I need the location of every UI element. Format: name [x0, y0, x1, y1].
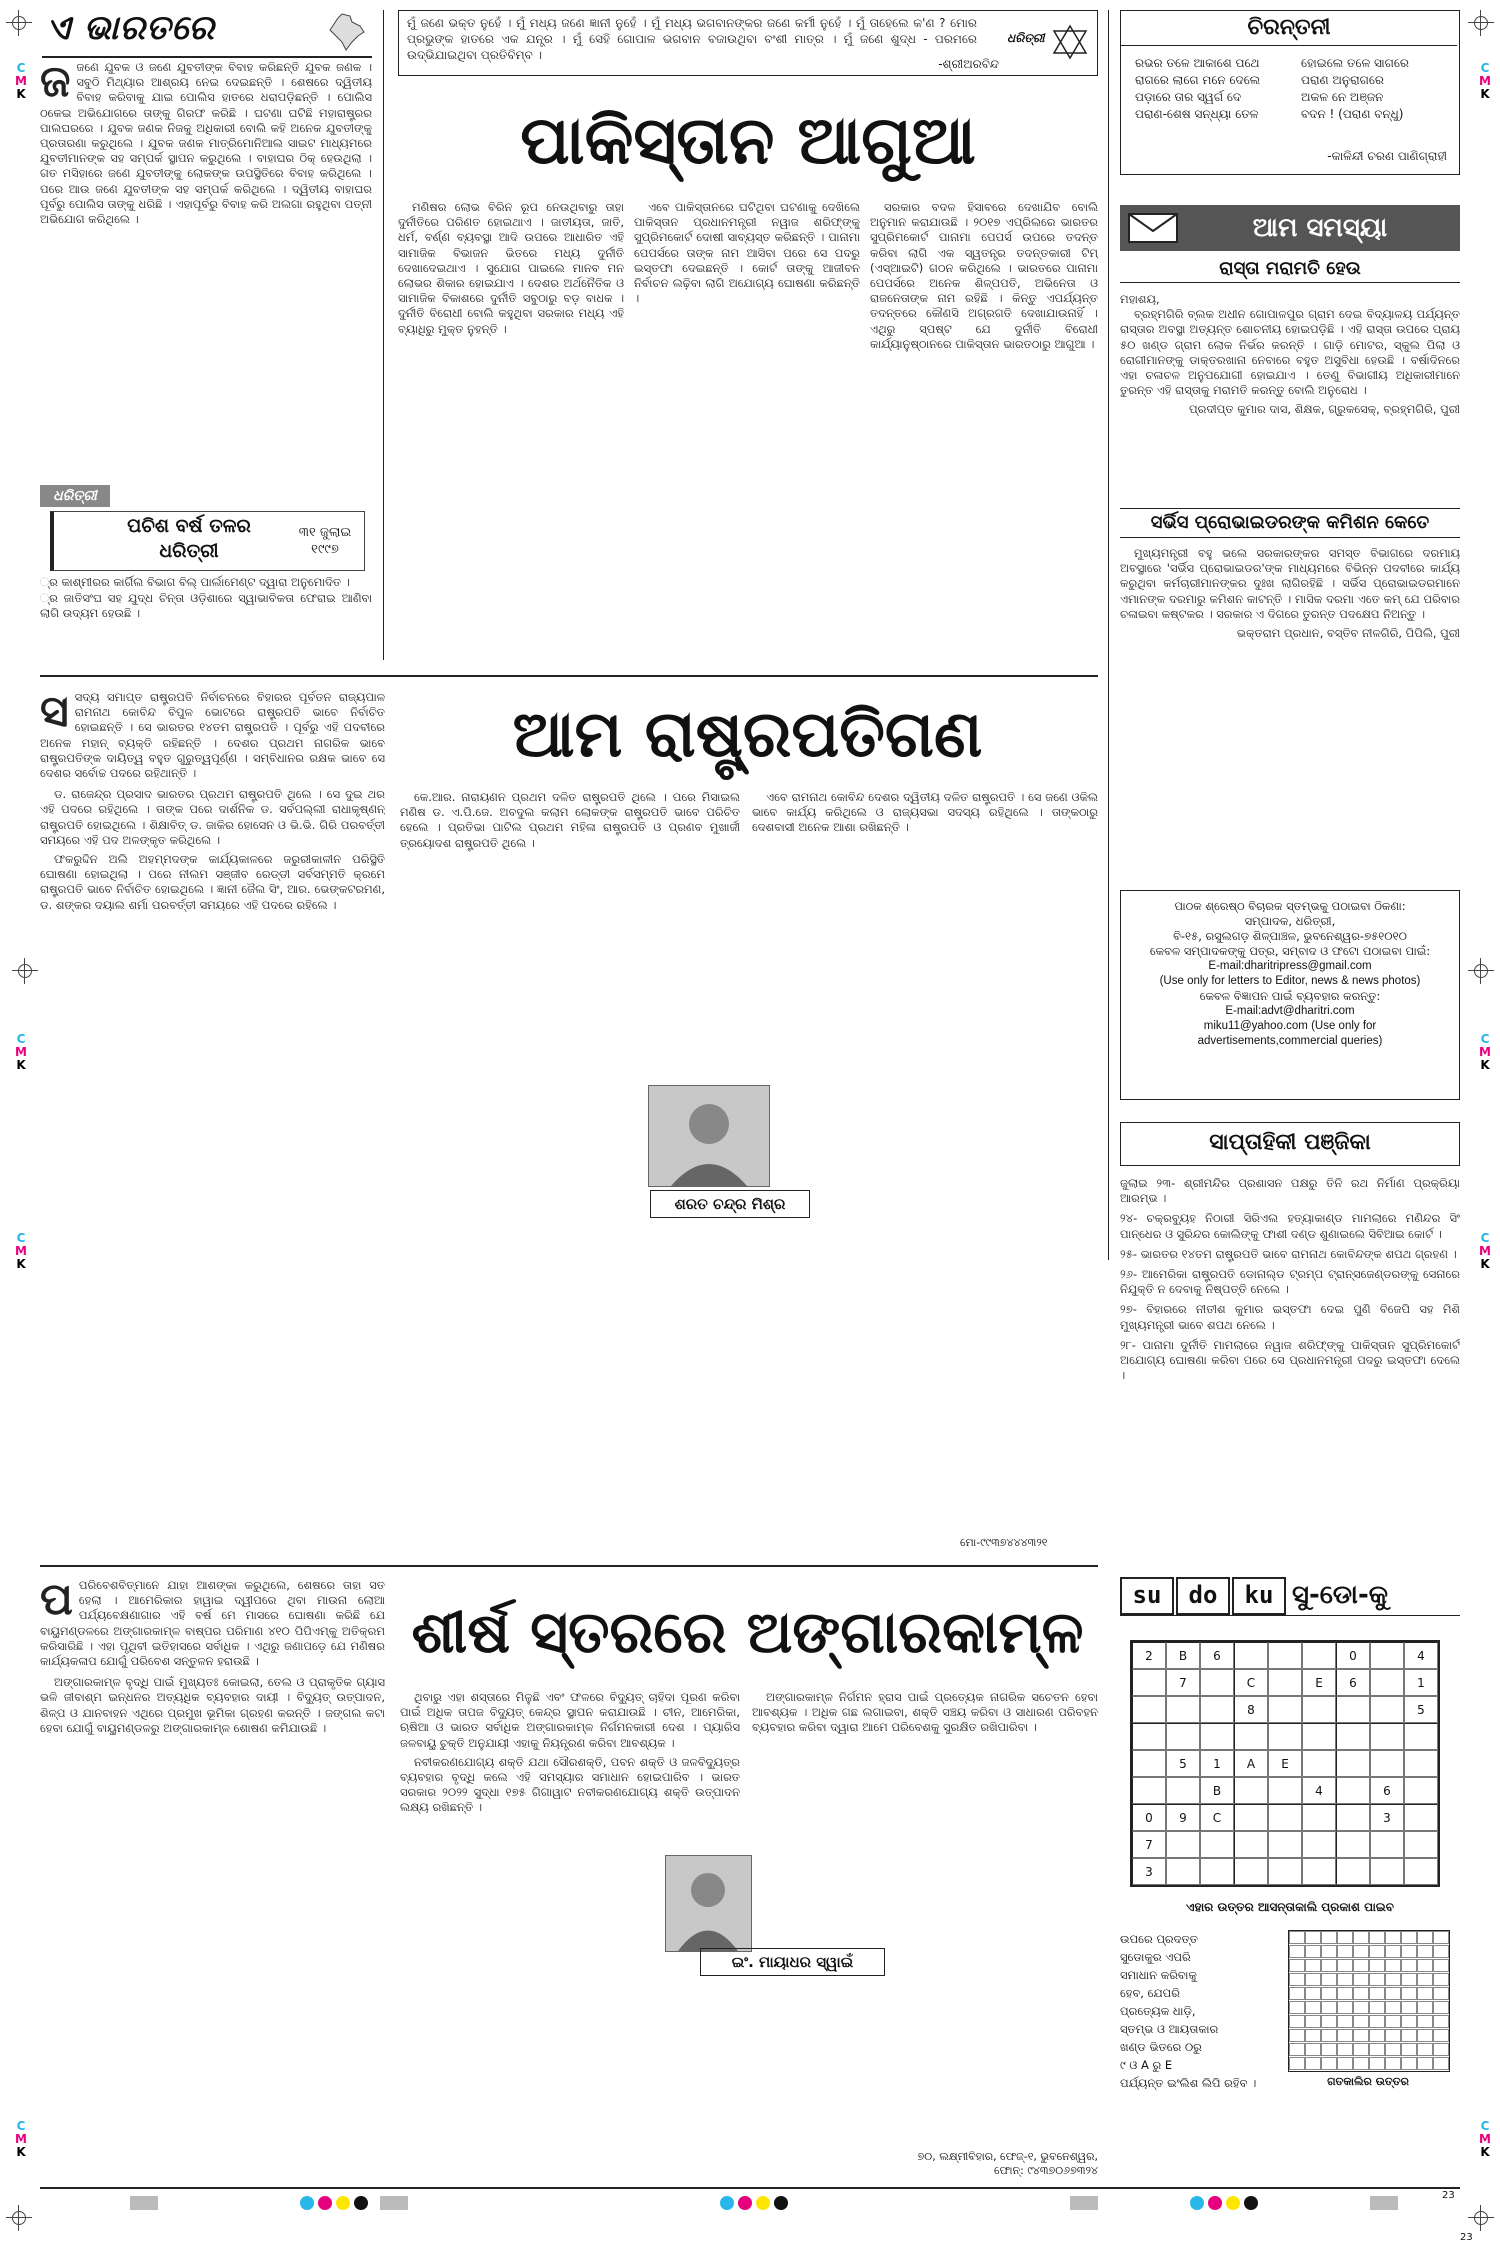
- sudoku-solution-cell: [1289, 1959, 1305, 1972]
- sudoku-solution-cell: [1417, 1973, 1433, 1986]
- registration-mark: [1468, 958, 1494, 984]
- sudoku-cell: [1132, 1669, 1166, 1696]
- sudoku-solution-cell: [1321, 1945, 1337, 1958]
- sudoku-solution-cell: [1369, 1931, 1385, 1944]
- editorial-column: ସରକାର ବଦଳ ହିସାବରେ ଦେଖାଯିବ ବୋଲି ଅନୁମାନ କରାଯାଉଛି । ୨୦୧୭ ଏପ୍ରିଲରେ ଭାରତର ସୁପ୍ରିମକୋର୍ଟ ପାନାମା ପେପର୍ସ ଉପରେ ତଦନ୍ତ କରିବା ଲାଗି ଏକ ସ୍ୱତନ୍ତ୍ର ତଦନ୍ତକାରୀ ଟିମ୍ (ଏସ୍‌ଆଇଟି) ଗଠନ କରିଥିଲେ । ଭାରତରେ ପାନାମା ପେପର୍ସରେ ଅନେକ ଶିଳ୍ପପତି, ଅଭିନେତା ଓ ରାଜନେତାଙ୍କ ନାମ ରହିଛି । କିନ୍ତୁ ଏପର୍ଯ୍ୟନ୍ତ ତଦନ୍ତରେ କୌଣସି ଅଗ୍ରଗତି ଦେଖାଯାଉନାହିଁ । ଏଥିରୁ ସ୍ପଷ୍ଟ ଯେ ଦୁର୍ନୀତି ବିରୋଧୀ କାର୍ଯ୍ୟାନୁଷ୍ଠାନରେ ପାକିସ୍ତାନ ଭାରତଠାରୁ ଆଗୁଆ ।: [870, 200, 1098, 351]
- coal-column: ପପରିବେଶବିତ୍‌ମାନେ ଯାହା ଆଶଙ୍କା କରୁଥିଲେ, ଶେଷରେ ତାହା ସତ ହେଲା । ଆମେରିକାର ହାୱାଇ ଦ୍ୱୀପରେ ଥିବା ମାଉନା ଲୋଆ ପର୍ଯ୍ୟବେକ୍ଷଣାଗାର ଏହି ବର୍ଷ ମେ ମାସରେ ଘୋଷଣା କରିଛି ଯେ ବାୟୁମଣ୍ଡଳରେ ଅଙ୍ଗାରକାମ୍ଳ ବାଷ୍ପର ପରିମାଣ ୪୧୦ ପିପିଏମ୍‌କୁ ଅତିକ୍ରମ କରିସାରିଛି । ଏହା ପୃଥିବୀ ଇତିହାସରେ ସର୍ବାଧିକ । ଏଥିରୁ ଜଣାପଡ଼େ ଯେ ମଣିଷର କାର୍ଯ୍ୟକଳାପ ଯୋଗୁଁ ପରିବେଶ ସନ୍ତୁଳନ ହରାଉଛି । ଅଙ୍ଗାରକାମ୍ଳ ବୃଦ୍ଧି ପାଇଁ ମୁଖ୍ୟତଃ କୋଇଲା, ତେଲ ଓ ପ୍ରାକୃତିକ ଗ୍ୟାସ ଭଳି ଜୀବାଶ୍ମ ଇନ୍ଧନର ଅତ୍ୟଧିକ ବ୍ୟବହାର ଦାୟୀ । ବିଦ୍ୟୁତ୍ ଉତ୍ପାଦନ, ଶିଳ୍ପ ଓ ଯାନବାହନ ଏଥିରେ ପ୍ରମୁଖ ଭୂମିକା ଗ୍ରହଣ କରନ୍ତି । ଜଙ୍ଗଲ କଟା ହେବା ଯୋଗୁଁ ବାୟୁମଣ୍ଡଳରୁ ଅଙ୍ଗାରକାମ୍ଳ ଶୋଷଣ କମିଯାଉଛି ।: [40, 1578, 385, 1735]
- sudoku-solution-cell: [1433, 1945, 1449, 1958]
- cmk-mark: C M K: [1479, 1032, 1491, 1072]
- chirantani-title: ଚିରନ୍ତନୀ: [1121, 11, 1457, 46]
- president-column: ଏବେ ରାମନାଥ କୋବିନ୍ଦ ଦେଶର ଦ୍ୱିତୀୟ ଦଳିତ ରାଷ୍ଟ୍ରପତି । ସେ ଜଣେ ଓକିଲ ଭାବେ କାର୍ଯ୍ୟ କରିଥିଲେ ଓ ରାଜ୍ୟସଭା ସଦସ୍ୟ ରହିଥିଲେ । ତାଙ୍କଠାରୁ ଦେଶବାସୀ ଅନେକ ଆଶା ରଖିଛନ୍ତି ।: [752, 790, 1098, 835]
- sudoku-cell: [1234, 1723, 1268, 1750]
- poem-line: ରାଗରେ ଲାଗେ ମନେ ଦେଲେ: [1135, 73, 1261, 87]
- sudoku-cell: 5: [1166, 1750, 1200, 1777]
- sudoku-solution-cell: [1305, 1931, 1321, 1944]
- sudoku-solution-cell: [1417, 1959, 1433, 1972]
- color-swatch: [1208, 2196, 1222, 2210]
- email-link[interactable]: E-mail:dharitripress@gmail.com: [1208, 960, 1372, 972]
- sudoku-solution-cell: [1353, 2015, 1369, 2028]
- sudoku-solution-cell: [1337, 2057, 1353, 2070]
- editorial-column: ମଣିଷର ଲୋଭ ବିରିନ ରୂପ ନେଉଥିବାରୁ ତାହା ଦୁର୍ନୀତିରେ ପରିଣତ ହୋଇଥାଏ । ଜାତୀୟତା, ଜାତି, ଧର୍ମ, ବର୍ଣ୍ଣ ବ୍ୟବସ୍ଥା ଆଦି ଉପରେ ଆଧାରିତ ଏହି ସାମାଜିକ ବିଭାଜନ ଭିତରେ ମଧ୍ୟ ଦୁର୍ନୀତି ଦେଖାଦେଇଥାଏ । ସୁଯୋଗ ପାଇଲେ ମାନବ ମନ ଲୋଭର ଶିକାର ହୋଇଯାଏ । ଦେଶର ଅର୍ଥନୈତିକ ଓ ସାମାଜିକ ବିକାଶରେ ଦୁର୍ନୀତି ସବୁଠାରୁ ବଡ଼ ବାଧକ । ଦୁର୍ନୀତି ବିରୋଧୀ ବୋଲି କହୁଥିବା ସରକାର ମଧ୍ୟ ଏହି ବ୍ୟାଧିରୁ ମୁକ୍ତ ନୁହନ୍ତି ।: [398, 200, 624, 336]
- author-photo: [665, 1855, 752, 1952]
- cmk-mark: C M K: [15, 1231, 27, 1271]
- sudoku-solution-cell: [1289, 2043, 1305, 2056]
- sudoku-solution-cell: [1385, 2043, 1401, 2056]
- sudoku-caption: ଏହାର ଉତ୍ତର ଆସନ୍ତାକାଲି ପ୍ରକାଶ ପାଇବ: [1186, 1900, 1394, 1914]
- sudoku-solution-cell: [1353, 2043, 1369, 2056]
- sudoku-solution-cell: [1305, 1959, 1321, 1972]
- sudoku-solution-cell: [1401, 2015, 1417, 2028]
- sudoku-cell: [1268, 1696, 1302, 1723]
- sudoku-cell: [1370, 1858, 1404, 1885]
- sudoku-solution-cell: [1417, 1945, 1433, 1958]
- sudoku-cell: 0: [1336, 1642, 1370, 1669]
- author-name: ଶରତ ଚନ୍ଦ୍ର ମିଶ୍ର: [650, 1190, 810, 1218]
- sudoku-solution-cell: [1417, 1931, 1433, 1944]
- sudoku-cell: [1302, 1723, 1336, 1750]
- registration-mark: [12, 958, 38, 984]
- sudoku-solution-cell: [1385, 1945, 1401, 1958]
- poem-line: ଅକଳ ନେ ଅଞ୍ଜନ: [1301, 90, 1384, 104]
- registration-mark: [1468, 2205, 1494, 2231]
- sudoku-cell: 6: [1200, 1642, 1234, 1669]
- coal-column: ଥିବାରୁ ଏହା ଶସ୍ତାରେ ମିଳୁଛି ଏବଂ ଫଳରେ ବିଦ୍ୟୁତ୍ ଚାହିଦା ପୂରଣ କରିବା ପାଇଁ ଅଧିକ ତାପଜ ବିଦ୍ୟୁତ୍ କେନ୍ଦ୍ର ସ୍ଥାପନ କରାଯାଉଛି । ଚୀନ, ଆମେରିକା, ଋଷିଆ ଓ ଭାରତ ସର୍ବାଧିକ ଅଙ୍ଗାରକାମ୍ଳ ନିର୍ଗମନକାରୀ ଦେଶ । ପ୍ୟାରିସ ଜଳବାୟୁ ଚୁକ୍ତି ଅନୁଯାୟୀ ଏହାକୁ ନିୟନ୍ତ୍ରଣ କରିବା ଆବଶ୍ୟକ । ନବୀକରଣଯୋଗ୍ୟ ଶକ୍ତି ଯଥା ସୌରଶକ୍ତି, ପବନ ଶକ୍ତି ଓ ଜଳବିଦ୍ୟୁତ୍‌ର ବ୍ୟବହାର ବୃଦ୍ଧି କଲେ ଏହି ସମସ୍ୟାର ସମାଧାନ ହୋଇପାରିବ । ଭାରତ ସରକାର ୨୦୨୨ ସୁଦ୍ଧା ୧୭୫ ଗିଗାୱାଟ ନବୀକରଣଯୋଗ୍ୟ ଶକ୍ତି ଉତ୍ପାଦନ ଲକ୍ଷ୍ୟ ରଖିଛନ୍ତି ।: [400, 1690, 740, 1815]
- sudoku-solution-cell: [1289, 2029, 1305, 2042]
- sudoku-cell: [1268, 1804, 1302, 1831]
- sudoku-solution-cell: [1385, 1931, 1401, 1944]
- sudoku-cell: B: [1200, 1777, 1234, 1804]
- sudoku-cell: [1336, 1723, 1370, 1750]
- sudoku-cell: E: [1268, 1750, 1302, 1777]
- sudoku-cell: 6: [1370, 1777, 1404, 1804]
- sudoku-cell: [1336, 1696, 1370, 1723]
- sudoku-solution-cell: [1337, 1959, 1353, 1972]
- sudoku-cell: [1404, 1831, 1438, 1858]
- sudoku-cell: 4: [1404, 1642, 1438, 1669]
- sudoku-cell: 2: [1132, 1642, 1166, 1669]
- quote-author: -ଶ୍ରୀଅରବିନ୍ଦ: [938, 57, 999, 71]
- sudoku-cell: [1234, 1804, 1268, 1831]
- sudoku-cell: [1336, 1831, 1370, 1858]
- sudoku-solution-cell: [1401, 1959, 1417, 1972]
- sudoku-cell: [1200, 1858, 1234, 1885]
- sudoku-solution-cell: [1433, 1973, 1449, 1986]
- sudoku-cell: [1404, 1723, 1438, 1750]
- sudoku-solution-cell: [1289, 2057, 1305, 2070]
- sudoku-solution-cell: [1401, 1945, 1417, 1958]
- sudoku-solution-cell: [1353, 1931, 1369, 1944]
- page-number: 23: [1442, 2190, 1455, 2201]
- sudoku-solution-cell: [1385, 2057, 1401, 2070]
- sudoku-solution-cell: [1321, 2043, 1337, 2056]
- sudoku-cell: [1404, 1804, 1438, 1831]
- dharitri-logo: ଧରିତ୍ରୀ: [40, 485, 110, 507]
- poem-author: -କାଳିନ୍ଦୀ ଚରଣ ପାଣିଗ୍ରାହୀ: [1327, 149, 1447, 163]
- author-photo: [648, 1085, 770, 1187]
- sudoku-grid: [1130, 1640, 1440, 1887]
- editorial-column: ଏବେ ପାକିସ୍ତାନରେ ଘଟିଥିବା ଘଟଣାକୁ ଦେଖିଲେ ପାକିସ୍ତାନ ପ୍ରଧାନମନ୍ତ୍ରୀ ନୱାଜ ଶରିଫ୍‌ଙ୍କୁ ସୁପ୍ରିମକୋର୍ଟ ଦୋଷୀ ସାବ୍ୟସ୍ତ କରିଛନ୍ତି । ପାନାମା ପେପର୍ସରେ ତାଙ୍କ ନାମ ଆସିବା ପରେ ସେ ପଦରୁ ଇସ୍ତଫା ଦେଇଛନ୍ତି । କୋର୍ଟ ତାଙ୍କୁ ଆଜୀବନ ନିର୍ବାଚନ ଲଢ଼ିବା ଲାଗି ଅଯୋଗ୍ୟ ଘୋଷଣା କରିଛନ୍ତି ।: [634, 200, 860, 306]
- sudoku-solution-caption: ଗତକାଲିର ଉତ୍ତର: [1327, 2075, 1409, 2088]
- sudoku-solution-cell: [1321, 1987, 1337, 2000]
- sudoku-cell: 7: [1166, 1669, 1200, 1696]
- sudoku-solution-cell: [1289, 1987, 1305, 2000]
- cmk-mark: C M K: [15, 1032, 27, 1072]
- color-swatch: [318, 2196, 332, 2210]
- sudoku-cell: [1200, 1696, 1234, 1723]
- color-swatch: [1190, 2196, 1204, 2210]
- sudoku-solution-cell: [1401, 2029, 1417, 2042]
- gray-patch: [380, 2196, 408, 2210]
- registration-mark: [6, 2205, 32, 2231]
- cmk-mark: C M K: [1479, 2119, 1491, 2159]
- sudoku-solution-grid: [1288, 1930, 1450, 2072]
- sudoku-cell: 6: [1336, 1669, 1370, 1696]
- email-link[interactable]: miku11@yahoo.com (Use only for: [1203, 1020, 1377, 1032]
- sudoku-header: su do ku ସୁ-ଡୋ-କୁ: [1120, 1575, 1460, 1616]
- sudoku-solution-cell: [1433, 1959, 1449, 1972]
- chirantani-box: [1120, 10, 1460, 175]
- sudoku-solution-cell: [1385, 1959, 1401, 1972]
- editorial-headline: ପାକିସ୍ତାନ ଆଗୁଆ: [520, 101, 976, 179]
- sudoku-cell: B: [1166, 1642, 1200, 1669]
- sudoku-cell: 1: [1200, 1750, 1234, 1777]
- sudoku-cell: [1268, 1858, 1302, 1885]
- sudoku-cell: [1234, 1642, 1268, 1669]
- sudoku-cell: [1302, 1642, 1336, 1669]
- weekly-list: [1120, 1176, 1460, 1556]
- registration-mark: [6, 10, 32, 36]
- sudoku-solution-cell: [1433, 2029, 1449, 2042]
- sudoku-cell: A: [1234, 1750, 1268, 1777]
- weekly-entry: ୨୮- ପାନାମା ଦୁର୍ନୀତି ମାମଲାରେ ନୱାଜ ଶରିଫ୍‌ଙ୍କୁ ପାକିସ୍ତାନ ସୁପ୍ରିମକୋର୍ଟ ଅଯୋଗ୍ୟ ଘୋଷଣା କରିବା ପରେ ସେ ପ୍ରଧାନମନ୍ତ୍ରୀ ପଦରୁ ଇସ୍ତଫା ଦେଲେ ।: [1120, 1337, 1460, 1383]
- india-map-icon: [324, 12, 366, 52]
- masthead-title: ଏ ଭାରତରେ: [46, 8, 216, 48]
- coal-headline: ଶୀର୍ଷ ସ୍ତରରେ ଅଙ୍ଗାରକାମ୍ଳ: [411, 1598, 1084, 1666]
- sudoku-solution-cell: [1353, 2057, 1369, 2070]
- sudoku-cell: [1166, 1696, 1200, 1723]
- sudoku-cell: [1268, 1777, 1302, 1804]
- page-number: 23: [1460, 2232, 1473, 2243]
- letter-author: ଭକ୍ତରାମ ପ୍ରଧାନ, ବସ୍ତିବ ନୀଳଗିରି, ପିପିଲି, ପୁରୀ: [1236, 626, 1460, 641]
- sudoku-cell: [1370, 1696, 1404, 1723]
- dharitri-box-title: ପଚିଶ ବର୍ଷ ତଳର ଧରିତ୍ରୀ: [127, 515, 251, 562]
- president-column: ସସଦ୍ୟ ସମାପ୍ତ ରାଷ୍ଟ୍ରପତି ନିର୍ବାଚନରେ ବିହାରର ପୂର୍ବତନ ରାଜ୍ୟପାଳ ରାମନାଥ କୋବିନ୍ଦ ବିପୁଳ ଭୋଟରେ ରାଷ୍ଟ୍ରପତି ଭାବେ ନିର୍ବାଚିତ ହୋଇଛନ୍ତି । ସେ ଭାରତର ୧୪ତମ ରାଷ୍ଟ୍ରପତି । ପୂର୍ବରୁ ଏହି ପଦବୀରେ ଅନେକ ମହାନ୍ ବ୍ୟକ୍ତି ରହିଛନ୍ତି । ଦେଶର ପ୍ରଥମ ନାଗରିକ ଭାବେ ରାଷ୍ଟ୍ରପତିଙ୍କ ଦାୟିତ୍ୱ ବହୁତ ଗୁରୁତ୍ୱପୂର୍ଣ୍ଣ । ସମ୍ବିଧାନର ରକ୍ଷକ ଭାବେ ସେ ଦେଶର ସର୍ବୋଚ୍ଚ ପଦରେ ରହିଥାନ୍ତି । ଡ. ରାଜେନ୍ଦ୍ର ପ୍ରସାଦ ଭାରତର ପ୍ରଥମ ରାଷ୍ଟ୍ରପତି ଥିଲେ । ସେ ଦୁଇ ଥର ଏହି ପଦରେ ରହିଥିଲେ । ତାଙ୍କ ପରେ ଦାର୍ଶନିକ ଡ. ସର୍ବପଲ୍ଲୀ ରାଧାକୃଷ୍ଣନ୍‌ ରାଷ୍ଟ୍ରପତି ହୋଇଥିଲେ । ଶିକ୍ଷାବିତ୍ ଡ. ଜାକିର ହୋସେନ ଓ ଭି.ଭି. ଗିରି ପରବର୍ତ୍ତୀ ସମୟରେ ଏହି ପଦ ଅଳଙ୍କୃତ କରିଥିଲେ । ଫକରୁଦ୍ଦିନ ଅଲି ଅହମ୍ମଦଙ୍କ କାର୍ଯ୍ୟକାଳରେ ଜରୁରୀକାଳୀନ ପରିସ୍ଥିତି ଘୋଷଣା ହୋଇଥିଲା । ପରେ ନୀଲମ ସଞ୍ଜୀବ ରେଡ୍ଡୀ ସର୍ବସମ୍ମତି କ୍ରମେ ରାଷ୍ଟ୍ରପତି ଭାବେ ନିର୍ବାଚିତ ହୋଇଥିଲେ । ଜ୍ଞାନୀ ଜୈଲ ସିଂ, ଆର. ଭେଙ୍କଟରମଣ, ଡ. ଶଙ୍କର ଦୟାଲ ଶର୍ମା ପରବର୍ତ୍ତୀ ସମୟରେ ଏହି ପଦରେ ରହିଲେ ।: [40, 690, 385, 912]
- sudoku-solution-cell: [1417, 2043, 1433, 2056]
- cmk-mark: C M K: [1479, 61, 1491, 101]
- sudoku-cell: [1370, 1723, 1404, 1750]
- sudoku-cell: [1268, 1669, 1302, 1696]
- sudoku-solution-cell: [1305, 2043, 1321, 2056]
- sudoku-solution-cell: [1289, 1945, 1305, 1958]
- sudoku-cell: [1166, 1777, 1200, 1804]
- quote-logo: ଧରିତ୍ରୀ: [1007, 31, 1045, 45]
- sudoku-solution-cell: [1305, 2057, 1321, 2070]
- sudoku-solution-cell: [1337, 1945, 1353, 1958]
- sudoku-solution-cell: [1417, 1987, 1433, 2000]
- coal-column: ଅଙ୍ଗାରକାମ୍ଳ ନିର୍ଗମନ ହ୍ରାସ ପାଇଁ ପ୍ରତ୍ୟେକ ନାଗରିକ ସଚେତନ ହେବା ଆବଶ୍ୟକ । ଅଧିକ ଗଛ ଲଗାଇବା, ଶକ୍ତି ସଞ୍ଚୟ କରିବା ଓ ସାଧାରଣ ପରିବହନ ବ୍ୟବହାର କରିବା ଦ୍ୱାରା ଆମେ ପରିବେଶକୁ ସୁରକ୍ଷିତ ରଖିପାରିବା ।: [752, 1690, 1098, 1735]
- president-column: କେ.ଆର. ନାରାୟଣନ ପ୍ରଥମ ଦଳିତ ରାଷ୍ଟ୍ରପତି ଥିଲେ । ପରେ ମିସାଇଲ ମଣିଷ ଡ. ଏ.ପି.ଜେ. ଅବଦୁଲ କଲାମ ଲୋକଙ୍କ ରାଷ୍ଟ୍ରପତି ଭାବେ ପରିଚିତ ହେଲେ । ପ୍ରତିଭା ପାଟିଲ ପ୍ରଥମ ମହିଳା ରାଷ୍ଟ୍ରପତି ଓ ପ୍ରଣବ ମୁଖାର୍ଜୀ ତ୍ରୟୋଦଶ ରାଷ୍ଟ୍ରପତି ଥିଲେ ।: [400, 790, 740, 850]
- sudoku-solution-cell: [1353, 1973, 1369, 1986]
- weekly-entry: ୨୪- ଚକ୍ରବ୍ୟୁହ ନିଠାରୀ ସିରିଏଲ ହତ୍ୟାକାଣ୍ଡ ମାମଲାରେ ମଣିନ୍ଦର ସିଂ ପାନ୍ଧେର ଓ ସୁରିନ୍ଦର କୋଲିଙ୍କୁ ଫାଶୀ ଦଣ୍ଡ ଶୁଣାଇଲେ ସିବିଆଇ କୋର୍ଟ ।: [1120, 1211, 1460, 1241]
- sudoku-cell: [1404, 1750, 1438, 1777]
- sudoku-solution-cell: [1289, 1931, 1305, 1944]
- author-address: ୭୦, ଲକ୍ଷ୍ମୀବିହାର, ଫେଜ୍-୧, ଭୁବନେଶ୍ୱର, ଫୋନ୍: ୯୪୩୭୦୬୭୩୨୪: [917, 2150, 1098, 2177]
- sudoku-solution-cell: [1305, 2029, 1321, 2042]
- sudoku-solution-cell: [1369, 2043, 1385, 2056]
- sudoku-solution-cell: [1321, 2029, 1337, 2042]
- contact-box: ପାଠକ ଶ୍ରେଷ୍ଠ ବିଚାରକ ସ୍ତମ୍ଭକୁ ପଠାଇବା ଠିକଣା: ସମ୍ପାଦକ, ଧରିତ୍ରୀ, ବି-୧୫, ରସୁଲଗଡ଼ ଶିଳ୍ପାଞ୍ଚଳ, ଭୁବନେଶ୍ୱର-୭୫୧୦୧୦ କେବଳ ସମ୍ପାଦକଙ୍କୁ ପତ୍ର, ସମ୍ବାଦ ଓ ଫଟୋ ପଠାଇବା ପାଇଁ: E-mail:dharitripress@gmail.com (Use only for letters to Editor, news & news photos) କେବଳ ବିଜ୍ଞାପନ ପାଇଁ ବ୍ୟବହାର କରନ୍ତୁ: E-mail:advt@dharitri.com miku11@yahoo.com (Use only for advertisements,commercial queries): [1120, 890, 1460, 1100]
- sudoku-solution-cell: [1369, 1945, 1385, 1958]
- sudoku-cell: [1132, 1696, 1166, 1723]
- envelope-icon: [1128, 213, 1178, 243]
- sudoku-solution-cell: [1369, 1987, 1385, 2000]
- sudoku-cell: [1166, 1858, 1200, 1885]
- poem-line: ବଦନ ! (ପରାଣ ବନ୍ଧୁ): [1301, 107, 1404, 121]
- sudoku-cell: [1302, 1831, 1336, 1858]
- sudoku-solution-cell: [1385, 2001, 1401, 2014]
- sudoku-cell: [1302, 1804, 1336, 1831]
- sudoku-solution-cell: [1321, 2015, 1337, 2028]
- sudoku-cell: 9: [1166, 1804, 1200, 1831]
- sudoku-solution-cell: [1401, 1973, 1417, 1986]
- sudoku-cell: [1404, 1858, 1438, 1885]
- cmk-mark: C M K: [15, 2119, 27, 2159]
- sudoku-solution-cell: [1433, 2057, 1449, 2070]
- sudoku-solution-cell: [1321, 2057, 1337, 2070]
- letter-author: ପ୍ରଦୀପ୍ତ କୁମାର ଦାସ, ଶିକ୍ଷକ, ଗ୍ରୁକସେକ୍, ବ୍ରହ୍ମଗିରି, ପୁରୀ: [1189, 402, 1460, 417]
- dharitri-25years-box: [40, 485, 372, 620]
- dharitri-box-item: ୍ର ଜାତିସଂଘ ସହ ଯୁଦ୍ଧ ଚିନ୍ତା ଓଡ଼ିଶାରେ ସ୍ୱାଭାବିକତା ଫେରାଇ ଆଣିବା ଲାଗି ଉଦ୍ୟମ ହେଉଛି ।: [40, 591, 372, 620]
- sudoku-cell: [1268, 1642, 1302, 1669]
- sudoku-cell: [1132, 1777, 1166, 1804]
- color-swatch: [354, 2196, 368, 2210]
- sudoku-cell: [1370, 1750, 1404, 1777]
- sudoku-solution-cell: [1289, 2015, 1305, 2028]
- quote-box: [398, 10, 1098, 76]
- sudoku-solution-cell: [1353, 1959, 1369, 1972]
- sudoku-cell: [1370, 1831, 1404, 1858]
- president-headline: ଆମ ରାଷ୍ଟ୍ରପତିଗଣ: [512, 697, 983, 772]
- poem-line: ରଭର ତଳେ ଆକାଶେ ପଥେ: [1135, 56, 1260, 70]
- sudoku-solution-cell: [1385, 2015, 1401, 2028]
- color-swatch: [300, 2196, 314, 2210]
- sudoku-cell: [1404, 1777, 1438, 1804]
- email-link[interactable]: E-mail:advt@dharitri.com: [1225, 1005, 1355, 1017]
- sudoku-solution-cell: [1385, 2029, 1401, 2042]
- sudoku-solution-cell: [1433, 1931, 1449, 1944]
- sudoku-solution-cell: [1433, 1987, 1449, 2000]
- sudoku-solution-cell: [1417, 2001, 1433, 2014]
- sudoku-solution-cell: [1321, 1973, 1337, 1986]
- sudoku-solution-cell: [1401, 2043, 1417, 2056]
- sudoku-solution-cell: [1401, 2057, 1417, 2070]
- sudoku-solution-cell: [1337, 2029, 1353, 2042]
- color-swatch: [738, 2196, 752, 2210]
- sudoku-cell: [1234, 1858, 1268, 1885]
- sudoku-rules: ଉପରେ ପ୍ରଦତ୍ତ ସୁଡୋକୁର ଏପରି ସମାଧାନ କରିବାକୁ ହେବ, ଯେପରି ପ୍ରତ୍ୟେକ ଧାଡ଼ି, ସ୍ତମ୍ଭ ଓ ଆୟତାକାର ଖଣ୍ଡ ଭିତରେ ୦ରୁ ୯ ଓ A ରୁ E ପର୍ଯ୍ୟନ୍ତ ଇଂଲିଶ ଲିପି ରହିବ ।: [1120, 1932, 1257, 2090]
- sudoku-cell: [1200, 1831, 1234, 1858]
- color-swatch: [774, 2196, 788, 2210]
- sudoku-cell: 3: [1370, 1804, 1404, 1831]
- weekly-entry: ୨୭- ବିହାରରେ ନୀତୀଶ କୁମାର ଇସ୍ତଫା ଦେଇ ପୁଣି ବିଜେପି ସହ ମିଶି ମୁଖ୍ୟମନ୍ତ୍ରୀ ଭାବେ ଶପଥ ନେଲେ ।: [1120, 1302, 1460, 1332]
- weekly-entry: ୨୬- ଆମେରିକା ରାଷ୍ଟ୍ରପତି ଡୋନାଲ୍ଡ ଟ୍ରମ୍ପ ଟ୍ରାନ୍ସଜେଣ୍ଡରଙ୍କୁ ସେନାରେ ନିଯୁକ୍ତି ନ ଦେବାକୁ ନିଷ୍ପତ୍ତି ନେଲେ ।: [1120, 1267, 1460, 1297]
- sudoku-solution-cell: [1289, 2001, 1305, 2014]
- sudoku-solution-cell: [1321, 2001, 1337, 2014]
- sudoku-solution-cell: [1401, 1931, 1417, 1944]
- sudoku-solution-cell: [1385, 1973, 1401, 1986]
- masthead: [42, 8, 372, 58]
- sudoku-cell: [1336, 1804, 1370, 1831]
- sudoku-cell: [1370, 1642, 1404, 1669]
- gray-patch: [130, 2196, 158, 2210]
- sudoku-solution-cell: [1369, 1959, 1385, 1972]
- letter-title: ସର୍ଭିସ ପ୍ରୋଭାଇଡରଙ୍କ କମିଶନ କେତେ: [1120, 508, 1460, 538]
- sudoku-solution-cell: [1353, 1945, 1369, 1958]
- weekly-title: ସାପ୍ତାହିକୀ ପଞ୍ଜିକା: [1120, 1122, 1460, 1166]
- quote-text: ମୁଁ ଜଣେ ଭକ୍ତ ନୁହେଁ । ମୁଁ ମଧ୍ୟ ଜଣେ ଜ୍ଞାନୀ ନୁହେଁ । ମୁଁ ମଧ୍ୟ ଭଗବାନଙ୍କର ଜଣେ କର୍ମୀ ନୁହେଁ । ମୁଁ ତାହେଲେ କ'ଣ ? ମୋର ପ୍ରଭୁଙ୍କ ହାତରେ ଏକ ଯନ୍ତ୍ର । ମୁଁ ସେହି ଗୋପାଳ ଭଗବାନ ବଜାଉଥିବା ବଂଶୀ ମାତ୍ର । ମୁଁ ଜଣେ ଶୁଦ୍ଧ - ପରମରେ ଉଦ୍ଭିଯାଇଥିବା ପ୍ରତିବିମ୍ବ ।: [407, 16, 977, 62]
- sudoku-solution-cell: [1433, 2015, 1449, 2028]
- gray-patch: [1370, 2196, 1398, 2210]
- sudoku-cell: [1336, 1858, 1370, 1885]
- sudoku-cell: 1: [1404, 1669, 1438, 1696]
- sudoku-solution-cell: [1369, 2015, 1385, 2028]
- sudoku-solution-cell: [1417, 2029, 1433, 2042]
- author-name: ଇଂ. ମାୟାଧର ସ୍ୱାଇଁ: [700, 1948, 885, 1976]
- sudoku-solution-cell: [1337, 2043, 1353, 2056]
- star-icon: [1051, 23, 1089, 61]
- sudoku-solution-cell: [1369, 2057, 1385, 2070]
- person-icon: [649, 1086, 769, 1186]
- sudoku-cell: C: [1234, 1669, 1268, 1696]
- sudoku-cell: 3: [1132, 1858, 1166, 1885]
- registration-mark: [1468, 10, 1494, 36]
- color-swatch: [1244, 2196, 1258, 2210]
- sudoku-cell: [1166, 1723, 1200, 1750]
- sudoku-cell: C: [1200, 1804, 1234, 1831]
- sudoku-cell: E: [1302, 1669, 1336, 1696]
- sudoku-solution-cell: [1289, 1973, 1305, 1986]
- sudoku-cell: 7: [1132, 1831, 1166, 1858]
- poem-line: ପଡ଼ାରେ ତାର ସ୍ୱର୍ଗ ଦେ: [1135, 90, 1242, 104]
- weekly-entry: ଜୁଲାଇ ୨୩- ଶ୍ରୀମନ୍ଦିର ପ୍ରଶାସନ ପକ୍ଷରୁ ତିନି ରଥ ନିର୍ମାଣ ପ୍ରକ୍ରିୟା ଆରମ୍ଭ ।: [1120, 1176, 1460, 1206]
- sudoku-cell: [1166, 1831, 1200, 1858]
- person-icon: [666, 1856, 751, 1951]
- sudoku-cell: [1200, 1723, 1234, 1750]
- sudoku-cell: [1302, 1696, 1336, 1723]
- sudoku-cell: [1132, 1750, 1166, 1777]
- color-swatch: [720, 2196, 734, 2210]
- sudoku-solution-cell: [1417, 2015, 1433, 2028]
- sudoku-cell: 0: [1132, 1804, 1166, 1831]
- sudoku-solution-cell: [1305, 1987, 1321, 2000]
- sudoku-cell: [1336, 1750, 1370, 1777]
- sudoku-solution-cell: [1321, 1959, 1337, 1972]
- sudoku-solution-cell: [1337, 1931, 1353, 1944]
- sudoku-cell: [1370, 1669, 1404, 1696]
- sudoku-solution-cell: [1337, 1987, 1353, 2000]
- weekly-entry: ୨୫- ଭାରତର ୧୪ତମ ରାଷ୍ଟ୍ରପତି ଭାବେ ରାମନାଥ କୋବିନ୍ଦଙ୍କ ଶପଥ ଗ୍ରହଣ ।: [1120, 1246, 1457, 1261]
- president-column: [752, 1225, 1098, 1545]
- ama-samasya-title: ଆମ ସମସ୍ୟା: [1252, 213, 1388, 243]
- dharitri-box-item: ୍ର କାଶ୍ମୀରର କାର୍ଗିଲ ବିଭାଗ ବିଲ୍‌ ପାର୍ଲାମେଣ୍ଟ ଦ୍ୱାରା ଅନୁମୋଦିତ ।: [40, 575, 350, 589]
- sudoku-solution-cell: [1337, 1973, 1353, 1986]
- sudoku-cell: [1336, 1777, 1370, 1804]
- letter-body: ମୁଖ୍ୟମନ୍ତ୍ରୀ ବହୁ ଭଲେ ସରକାରଙ୍କର ସମସ୍ତ ବିଭାଗରେ ଦରମାୟ ଅବସ୍ଥାରେ 'ସର୍ଭିସ ପ୍ରୋଭାଇଡର'ଙ୍କ ମାଧ୍ୟମରେ ବିଭିନ୍ନ ପଦବୀରେ କାର୍ଯ୍ୟ କରୁଥିବା କର୍ମଚାରୀମାନଙ୍କର ଦୁଃଖ ଲାଗିରହିଛି । ସର୍ଭିସ ପ୍ରୋଭାଇଡରମାନେ ଏମାନଙ୍କ ଦରମାରୁ କମିଶନ କାଟନ୍ତି । ମାସିକ ଦରମା ଏତେ କମ୍ ଯେ ପରିବାର ଚଳାଇବା କଷ୍ଟକର । ସରକାର ଏ ଦିଗରେ ତୁରନ୍ତ ପଦକ୍ଷେପ ନିଅନ୍ତୁ । ଭକ୍ତରାମ ପ୍ରଧାନ, ବସ୍ତିବ ନୀଳଗିରି, ପିପିଲି, ପୁରୀ: [1120, 546, 1460, 641]
- sudoku-solution-cell: [1305, 1973, 1321, 1986]
- sudoku-solution-cell: [1337, 2001, 1353, 2014]
- dharitri-box-date: ୩୧ ଜୁଲାଇ ୧୯୯୭: [298, 525, 352, 557]
- sudoku-cell: [1234, 1831, 1268, 1858]
- sudoku-cell: [1268, 1723, 1302, 1750]
- sudoku-cell: 8: [1234, 1696, 1268, 1723]
- sudoku-cell: 4: [1302, 1777, 1336, 1804]
- sudoku-cell: 5: [1404, 1696, 1438, 1723]
- author-phone: ମୋ-୯୯୩୭୪୪୪୩୨୧: [960, 1536, 1048, 1549]
- sudoku-solution-cell: [1433, 2043, 1449, 2056]
- ama-samasya-banner: [1120, 205, 1460, 251]
- sudoku-solution-cell: [1305, 2001, 1321, 2014]
- poem-line: ହୋଇଲେ ତଳେ ସାଗରେ: [1301, 56, 1409, 70]
- sudoku-solution-cell: [1401, 1987, 1417, 2000]
- letter-title: ରାସ୍ତା ମରାମତି ହେଉ: [1120, 256, 1460, 283]
- sudoku-solution-cell: [1353, 2029, 1369, 2042]
- sudoku-solution-cell: [1305, 1945, 1321, 1958]
- intro-article: ଜଜଣେ ଯୁବକ ଓ ଜଣେ ଯୁବତୀଙ୍କ ବିବାହ କରିଛନ୍ତି ଯୁବକ ଜଣକ । ସବୁଠି ମିଥ୍ୟାର ଆଶ୍ରୟ ନେଇ ଦେଇଛନ୍ତି । ଶେଷରେ ଦ୍ୱିତୀୟ ବିବାହ କରିବାକୁ ଯାଇ ପୋଲିସ ହାତରେ ଧରାପଡ଼ିଛନ୍ତି । ପୋଲିସ ଠକେଇ ଅଭିଯୋଗରେ ତାଙ୍କୁ ଗିରଫ କରିଛି । ଘଟଣା ଘଟିଛି ମହାରାଷ୍ଟ୍ରର ପାଲଘରରେ । ଯୁବକ ଜଣକ ନିଜକୁ ଅଧିକାରୀ ବୋଲି କହି ଅନେକ ଯୁବତୀଙ୍କୁ ପ୍ରତାରଣା କରୁଥିଲେ । ଯୁବକ ଜଣକ ମାତ୍ରିମୋନିଆଲ ସାଇଟ ମାଧ୍ୟମରେ ଯୁବତୀମାନଙ୍କ ସହ ସମ୍ପର୍କ ସ୍ଥାପନ କରୁଥିଲେ । ବାହାଘର ଠିକ୍ ହେଉଥିଲା । ଗତ ମସିହାରେ ଜଣେ ଯୁବତୀଙ୍କୁ ଲୋକଙ୍କ ଉପସ୍ଥିତିରେ ବିବାହ କରିଥିଲେ । ପରେ ଆଉ ଜଣେ ଯୁବତୀଙ୍କ ସହ ସମ୍ପର୍କ କରିଥିଲେ । ଦ୍ୱିତୀୟ ବାହାଘର ପୂର୍ବରୁ ପୋଲିସ ତାଙ୍କୁ ଧରିଛି । ଏହାପୂର୍ବରୁ ବିବାହ କରି ଅଲଗା ରହୁଥିବା ପତ୍ନୀ ଅଭିଯୋଗ କରିଥିଲେ ।: [40, 60, 372, 227]
- sudoku-solution-cell: [1433, 2001, 1449, 2014]
- sudoku-solution-cell: [1417, 2057, 1433, 2070]
- sudoku-cell: [1302, 1750, 1336, 1777]
- cmk-mark: C M K: [1479, 1231, 1491, 1271]
- sudoku-cell: [1302, 1858, 1336, 1885]
- sudoku-cell: [1268, 1831, 1302, 1858]
- color-swatch: [756, 2196, 770, 2210]
- sudoku-cell: [1234, 1777, 1268, 1804]
- sudoku-solution-cell: [1369, 1973, 1385, 1986]
- sudoku-solution-cell: [1401, 2001, 1417, 2014]
- sudoku-solution-cell: [1353, 1987, 1369, 2000]
- sudoku-solution-cell: [1369, 2029, 1385, 2042]
- sudoku-solution-cell: [1385, 1987, 1401, 2000]
- sudoku-solution-cell: [1305, 2015, 1321, 2028]
- poem-line: ପରାଣ ଅନୁରାଗରେ: [1301, 73, 1385, 87]
- sudoku-cell: [1200, 1669, 1234, 1696]
- sudoku-solution-cell: [1321, 1931, 1337, 1944]
- cmk-mark: C M K: [15, 61, 27, 101]
- letter-body: ମହାଶୟ, ବ୍ରହ୍ମଗିରି ବ୍ଲକ ଅଧୀନ ଗୋପାଳପୁର ଗ୍ରାମ ଦେଇ ବିଦ୍ୟାଳୟ ପର୍ଯ୍ୟନ୍ତ ରାସ୍ତାର ଅବସ୍ଥା ଅତ୍ୟନ୍ତ ଶୋଚନୀୟ ହୋଇପଡ଼ିଛି । ଏହି ରାସ୍ତା ଉପରେ ପ୍ରାୟ ୫୦ ଖଣ୍ଡ ଗ୍ରାମ ଲୋକ ନିର୍ଭର କରନ୍ତି । ଗାଡ଼ି ମୋଟର, ସ୍କୁଲ ପିଲା ଓ ରୋଗୀମାନଙ୍କୁ ଡାକ୍ତରଖାନା ନେବାରେ ବହୁତ ଅସୁବିଧା ହେଉଛି । ବର୍ଷାଦିନରେ ଏହା ଚଳାଚଳ ଅନୁପଯୋଗୀ ହୋଇଯାଏ । ତେଣୁ ବିଭାଗୀୟ ଅଧିକାରୀମାନେ ତୁରନ୍ତ ଏହି ରାସ୍ତାକୁ ମରାମତି କରନ୍ତୁ ବୋଲି ଅନୁରୋଧ । ପ୍ରଦୀପ୍ତ କୁମାର ଦାସ, ଶିକ୍ଷକ, ଗ୍ରୁକସେକ୍, ବ୍ରହ୍ମଗିରି, ପୁରୀ: [1120, 292, 1460, 417]
- poem-line: ପରାଣ-ଶେଷ ସନ୍ଧ୍ୟା ତେଳ: [1135, 107, 1259, 121]
- sudoku-solution-cell: [1369, 2001, 1385, 2014]
- sudoku-cell: [1132, 1723, 1166, 1750]
- gray-patch: [1070, 2196, 1098, 2210]
- sudoku-solution-cell: [1353, 2001, 1369, 2014]
- color-swatch: [1226, 2196, 1240, 2210]
- sudoku-solution-cell: [1337, 2015, 1353, 2028]
- color-swatch: [336, 2196, 350, 2210]
